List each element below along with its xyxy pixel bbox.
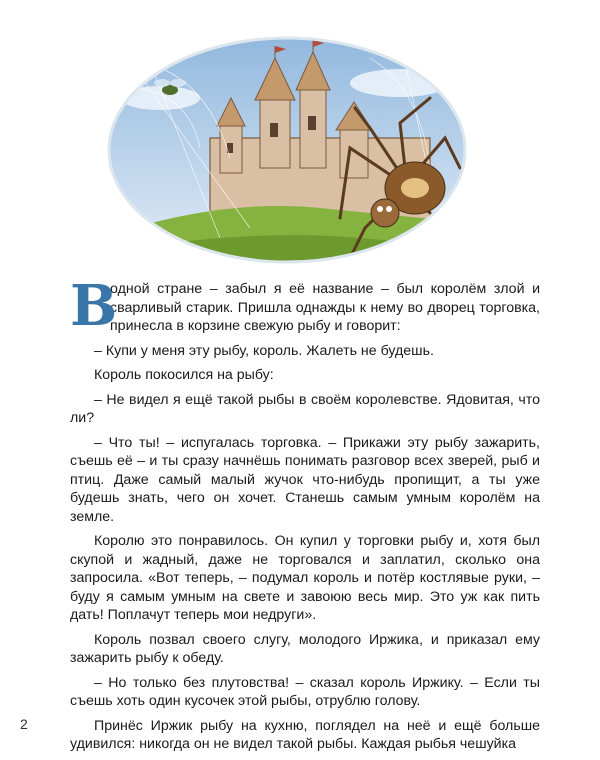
dropcap-letter: В	[70, 273, 118, 339]
story-paragraph: Король позвал своего слугу, молодого Иржика, и приказал ему зажарить рыбу к обеду.	[70, 631, 540, 666]
illustration-castle-spider	[100, 28, 475, 272]
story-paragraph: – Купи у меня эту рыбу, король. Жалеть не будешь.	[94, 342, 434, 359]
story-paragraph: – Но только без плутовства! – сказал король Иржику. – Если ты съешь хоть один кусочек этой рыбы, отрублю голову.	[70, 674, 540, 709]
dropcap	[70, 273, 118, 339]
story-paragraph: Король покосился на рыбу:	[94, 367, 274, 383]
page-number: 2	[20, 716, 28, 732]
story-paragraph: Королю это понравилось. Он купил у торговки рыбу и, хотя был скупой и жадный, даже не торговался и заплатил, сколько она запросила. «Вот теперь, – подумал король и потёр костлявые руки, – буду я самым умным на свете и завоюю весь мир. Это уж как пить дать! Поплачут теперь мои недруги».	[70, 533, 540, 623]
story-paragraph-first	[70, 273, 540, 339]
story-text	[70, 273, 540, 760]
story-paragraph: Принёс Иржик рыбу на кухню, поглядел на неё и ещё больше удивился: никогда он не видел такой рыбы. Каждая рыбья чешуйка	[70, 717, 540, 752]
first-paragraph-text: одной стране – забыл я её название – был королём злой и сварливый старик. Пришла однажды к нему во дворец торговка, принесла в корзине свежую рыбу и говорит:	[110, 281, 540, 334]
castle-spider-illustration	[100, 28, 475, 272]
story-paragraph: – Не видел я ещё такой рыбы в своём королевстве. Ядовитая, что ли?	[70, 391, 540, 426]
story-paragraph: – Что ты! – испугалась торговка. – Прикажи эту рыбу зажарить, съешь её – и ты сразу начнёшь понимать разговор всех зверей, рыб и птиц. Даже самый малый жучок что-нибудь пропищит, а ты уже будешь знать, чего он хочет. Станешь самым умным королём на земле.	[70, 434, 540, 525]
